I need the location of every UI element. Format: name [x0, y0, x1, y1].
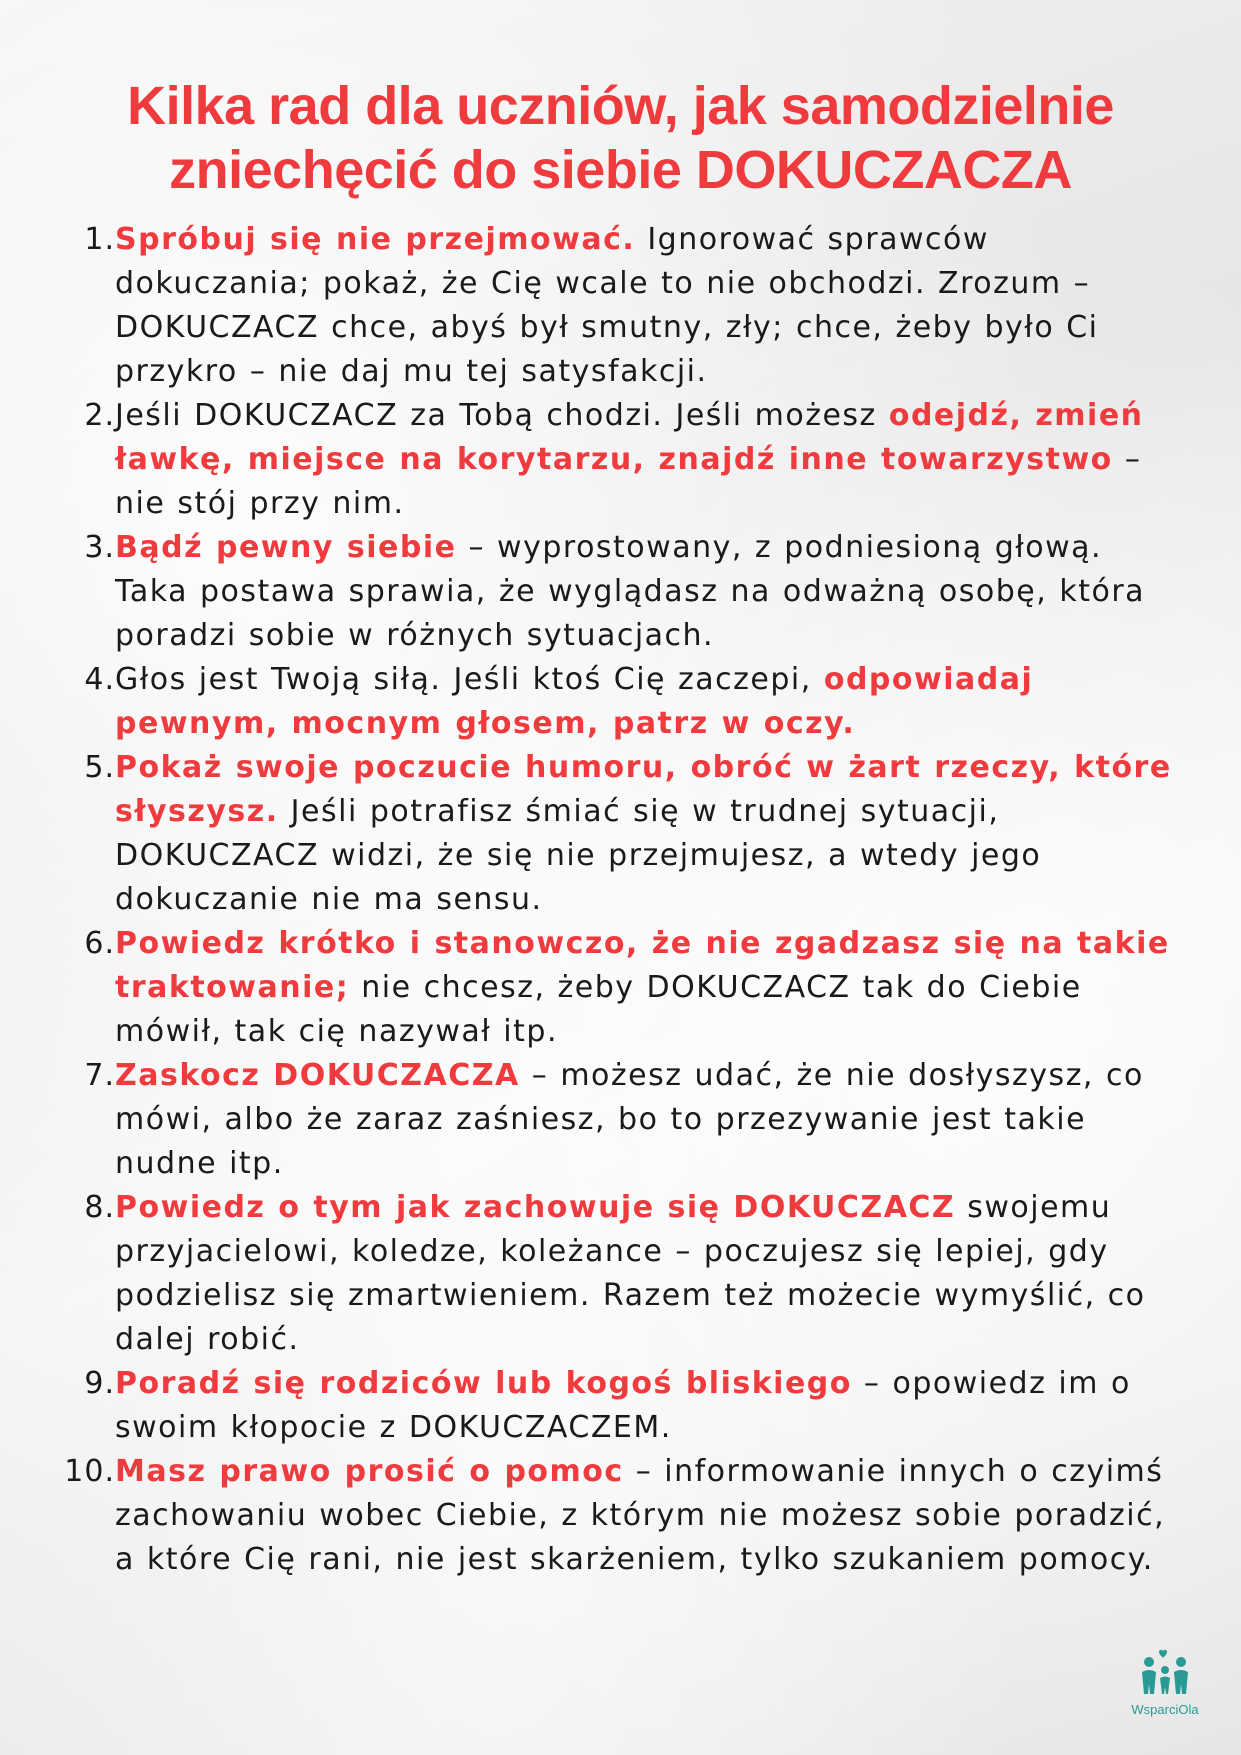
highlighted-text: Poradź się rodziców lub kogoś bliskiego: [115, 1366, 852, 1401]
list-item-number: 1.: [84, 222, 115, 257]
logo-text: WsparciOla: [1131, 1702, 1199, 1717]
list-item-number: 9.: [84, 1366, 115, 1401]
highlighted-text: Masz prawo prosić o pomoc: [115, 1454, 624, 1489]
list-item-text: [115, 526, 1185, 658]
list-item-text: [115, 658, 1185, 746]
list-item-number: 2.: [84, 398, 115, 433]
title-line-1: Kilka rad dla uczniów, jak samodzielnie: [127, 76, 1114, 137]
body-text: Głos jest Twoją siłą. Jeśli ktoś Cię zaczepi,: [115, 662, 824, 697]
body-text: – możesz udać, że nie dosłyszysz, co mówi, albo że zaraz zaśniesz, bo to przezywanie jest takie nudne itp.: [115, 1058, 1144, 1181]
list-item-number: 7.: [84, 1058, 115, 1093]
highlighted-text: Powiedz o tym jak zachowuje się DOKUCZACZ: [115, 1190, 956, 1225]
list-item-number: 4.: [84, 662, 115, 697]
list-item-text: [115, 1186, 1185, 1362]
list-item-text: [115, 1054, 1185, 1186]
list-item: [60, 1450, 1185, 1582]
list-item-number: 10.: [64, 1454, 115, 1489]
list-item: [60, 526, 1185, 658]
list-item-text: [115, 218, 1185, 394]
list-item: [60, 1362, 1185, 1450]
highlighted-text: Powiedz krótko i stanowczo, że nie zgadzasz się na takie traktowanie;: [115, 926, 1170, 1005]
body-text: swojemu przyjacielowi, koledze, koleżance – poczujesz się lepiej, gdy podzielisz się zmartwieniem. Razem też możecie wymyślić, co dalej robić.: [115, 1190, 1146, 1357]
brand-logo: [1125, 1648, 1205, 1728]
list-item: [60, 746, 1185, 922]
body-text: Jeśli DOKUCZACZ za Tobą chodzi. Jeśli możesz: [115, 398, 889, 433]
body-text: – wyprostowany, z podniesioną głową. Taka postawa sprawia, że wyglądasz na odważną osobę, która poradzi sobie w różnych sytuacjach.: [115, 530, 1146, 653]
tips-list: [60, 218, 1185, 1582]
body-text: – opowiedz im o swoim kłopocie z DOKUCZACZEM.: [115, 1366, 1131, 1445]
body-text: Ignorować sprawców dokuczania; pokaż, że Cię wcale to nie obchodzi. Zrozum – DOKUCZACZ chce, abyś był smutny, zły; chce, żeby było Ci przykro – nie daj mu tej satysfakcji.: [115, 222, 1099, 389]
list-item: [60, 1054, 1185, 1186]
body-text: – informowanie innych o czyimś zachowaniu wobec Ciebie, z którym nie możesz sobie poradzić, a które Cię rani, nie jest skarżeniem, tylko szukaniem pomocy.: [115, 1454, 1166, 1577]
highlighted-text: Pokaż swoje poczucie humoru, obróć w żart rzeczy, które słyszysz.: [115, 750, 1172, 829]
title-line-2: zniechęcić do siebie DOKUCZACZA: [169, 140, 1072, 201]
highlighted-text: odpowiadaj pewnym, mocnym głosem, patrz w oczy.: [115, 662, 1034, 741]
list-item: [60, 394, 1185, 526]
list-item-text: [115, 922, 1185, 1054]
list-item-number: 5.: [84, 750, 115, 785]
list-item-text: [115, 394, 1185, 526]
list-item: [60, 1186, 1185, 1362]
body-text: nie chcesz, żeby DOKUCZACZ tak do Ciebie mówił, tak cię nazywał itp.: [115, 970, 1082, 1049]
list-item-number: 3.: [84, 530, 115, 565]
list-item-number: 8.: [84, 1190, 115, 1225]
highlighted-text: Zaskocz DOKUCZACZA: [115, 1058, 520, 1093]
list-item-number: 6.: [84, 926, 115, 961]
list-item: [60, 922, 1185, 1054]
list-item-text: [115, 1450, 1185, 1582]
family-icon: [1137, 1648, 1193, 1700]
list-item-text: [115, 746, 1185, 922]
highlighted-text: Spróbuj się nie przejmować.: [115, 222, 636, 257]
body-text: – nie stój przy nim.: [115, 442, 1142, 521]
list-item: [60, 218, 1185, 394]
highlighted-text: odejdź, zmień ławkę, miejsce na korytarzu, znajdź inne towarzystwo: [115, 398, 1144, 477]
page-title: [40, 74, 1201, 202]
highlighted-text: Bądź pewny siebie: [115, 530, 457, 565]
list-item-text: [115, 1362, 1185, 1450]
body-text: Jeśli potrafisz śmiać się w trudnej sytuacji, DOKUCZACZ widzi, że się nie przejmujesz, a wtedy jego dokuczanie nie ma sensu.: [115, 794, 1042, 917]
list-item: [60, 658, 1185, 746]
